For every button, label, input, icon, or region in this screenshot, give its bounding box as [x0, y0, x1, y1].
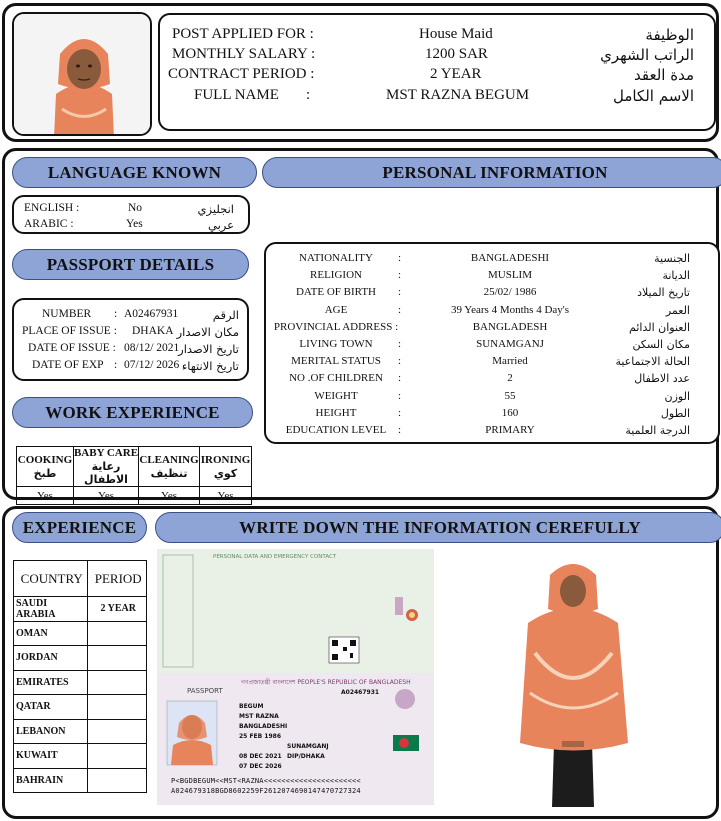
english-label: ENGLISH :: [24, 202, 80, 214]
personal-label: RELIGION: [310, 269, 362, 282]
scan-mrz-line-1: P<BGDBEGUM<<MST<RAZNA<<<<<<<<<<<<<<<<<<<<<<: [171, 777, 361, 785]
scan-given-name: MST RAZNA: [239, 713, 279, 720]
name-label: FULL NAME: [194, 87, 279, 103]
personal-colon: :: [398, 303, 402, 316]
personal-label: DATE OF BIRTH: [295, 286, 376, 299]
arabic-value: Yes: [126, 218, 143, 230]
personal-row: [266, 286, 718, 302]
experience-period: [88, 719, 147, 744]
personal-label: AGE: [324, 303, 348, 316]
salary-value: 1200 SAR: [425, 46, 488, 62]
skill-babycare-value: Yes: [73, 487, 138, 505]
contract-arabic: مدة العقد: [634, 66, 694, 84]
experience-country: QATAR: [14, 695, 88, 720]
personal-arabic: الطول: [660, 406, 690, 420]
personal-label: NO .OF CHILDREN: [289, 372, 383, 385]
pp-issue-value: 08/12/ 2021: [124, 342, 180, 354]
experience-country: BAHRAIN: [14, 768, 88, 793]
language-box: [12, 195, 250, 234]
pp-issue-arabic: تاريخ الاصدار: [178, 342, 239, 356]
personal-arabic: عدد الاطفال: [634, 372, 690, 386]
language-row-english: [24, 202, 238, 217]
personal-value: SUNAMGANJ: [476, 338, 544, 350]
experience-row: [14, 646, 147, 671]
pp-row-expiry: [14, 359, 247, 375]
language-row-arabic: [24, 218, 238, 233]
pp-row-place: [14, 325, 247, 341]
personal-value: 39 Years 4 Months 4 Day's: [450, 303, 570, 316]
experience-period: [88, 768, 147, 793]
language-known-banner: LANGUAGE KNOWN: [12, 157, 257, 188]
experience-banner: EXPERIENCE: [12, 512, 147, 543]
personal-value: 55: [504, 389, 516, 402]
contract-value: 2 YEAR: [430, 66, 482, 82]
personal-colon: :: [398, 269, 402, 282]
scan-passport-number: A02467931: [341, 689, 380, 696]
personal-label: WEIGHT: [314, 389, 358, 402]
experience-country: KUWAIT: [14, 744, 88, 769]
personal-label: HEIGHT: [315, 406, 357, 419]
scan-country-heading: গণপ্রজাতন্ত্রী বাংলাদেশ PEOPLE'S REPUBLIC OF BANGLADESH: [241, 679, 411, 686]
skill-ironing-value: Yes: [200, 487, 252, 505]
pp-place-value: DHAKA: [132, 325, 174, 337]
work-experience-banner: WORK EXPERIENCE: [12, 397, 253, 428]
personal-row: [266, 252, 718, 268]
skill-babycare-header: BABY CARE رعاية الاطفال: [73, 447, 139, 486]
pp-number-label: NUMBER: [42, 308, 92, 320]
name-value: MST RAZNA BEGUM: [386, 87, 530, 103]
personal-arabic: تاريخ الميلاد: [637, 286, 690, 300]
skill-cooking-header: COOKING طبخ: [17, 447, 74, 487]
experience-row: [14, 695, 147, 720]
skill-cleaning-header: CLEANING تنظيف: [139, 447, 200, 487]
personal-row: [266, 390, 718, 406]
skill-cleaning-value: Yes: [139, 487, 200, 505]
applicant-portrait: [14, 14, 152, 136]
experience-period: 2 YEAR: [88, 597, 147, 622]
salary-arabic: الراتب الشهري: [600, 46, 694, 64]
scan-top-heading: PERSONAL DATA AND EMERGENCY CONTACT: [213, 554, 337, 560]
header-row-salary: [160, 46, 714, 66]
personal-row: [266, 424, 718, 440]
arabic-label: ARABIC :: [24, 218, 74, 230]
personal-arabic: مكان السكن: [632, 338, 690, 351]
pp-exp-label: DATE OF EXP: [32, 359, 104, 371]
pp-row-number: [14, 308, 247, 324]
full-body-photo: [500, 553, 646, 807]
personal-row: [266, 321, 718, 337]
experience-period: [88, 621, 147, 646]
pp-number-value: A02467931: [124, 308, 179, 320]
personal-label: EDUCATION LEVEL: [285, 424, 387, 436]
personal-colon: :: [398, 424, 402, 436]
personal-information-box: [264, 242, 720, 444]
personal-value: Married: [492, 355, 528, 368]
applicant-photo-frame: [12, 12, 152, 136]
personal-arabic: الجنسية: [654, 252, 690, 265]
pp-exp-colon: :: [114, 359, 118, 371]
passport-details-box: [12, 298, 249, 381]
personal-row: [266, 355, 718, 371]
personal-value: PRIMARY: [485, 424, 535, 436]
experience-country: OMAN: [14, 621, 88, 646]
col-country-header: COUNTRY: [14, 561, 88, 597]
personal-arabic: الحالة الاجتماعية: [615, 355, 690, 369]
personal-label: MERITAL STATUS: [291, 355, 381, 368]
experience-row: [14, 597, 147, 622]
personal-value: BANGLADESH: [472, 320, 548, 333]
personal-value: 2: [507, 372, 513, 385]
experience-row: [14, 768, 147, 793]
experience-country: EMIRATES: [14, 670, 88, 695]
passport-scan-image: [157, 549, 434, 805]
pp-issue-label: DATE OF ISSUE :: [28, 342, 116, 354]
header-row-post: [160, 26, 714, 46]
post-label: POST APPLIED FOR :: [172, 26, 314, 42]
personal-colon: :: [398, 338, 402, 350]
scan-page-title: PASSPORT: [187, 687, 223, 695]
scan-surname: BEGUM: [239, 703, 264, 710]
name-arabic: الاسم الكامل: [612, 87, 694, 105]
pp-row-issue: [14, 342, 247, 358]
scan-issue: 08 DEC 2021: [239, 753, 282, 760]
scan-mrz-line-2: A024679318BGD8602259F2612074690147470727324: [171, 787, 361, 795]
personal-value: 160: [501, 406, 519, 419]
write-down-banner: WRITE DOWN THE INFORMATION CEREFULLY: [155, 512, 721, 543]
post-arabic: الوظيفة: [645, 26, 694, 44]
pp-exp-value: 07/12/ 2026: [124, 359, 180, 371]
personal-row: [266, 407, 718, 423]
personal-arabic: العنوان الدائم: [629, 320, 690, 334]
english-arabic: انجليزي: [197, 202, 234, 216]
skill-cooking-value: Yes: [17, 487, 74, 505]
personal-colon: :: [398, 355, 402, 368]
pp-number-colon: :: [114, 308, 118, 320]
header-info-box: [158, 13, 716, 131]
arabic-arabic: عربي: [208, 218, 234, 232]
personal-row: [266, 304, 718, 320]
salary-label: MONTHLY SALARY :: [172, 46, 316, 62]
experience-row: [14, 744, 147, 769]
scan-nationality: BANGLADESHI: [239, 723, 288, 730]
post-value: House Maid: [419, 26, 493, 42]
experience-period: [88, 744, 147, 769]
personal-label: NATIONALITY: [299, 252, 373, 264]
pp-number-arabic: الرقم: [212, 308, 239, 322]
personal-arabic: الوزن: [664, 389, 690, 403]
pp-exp-arabic: تاريخ الانتهاء: [181, 359, 239, 373]
personal-value: BANGLADESHI: [470, 252, 550, 264]
personal-row: [266, 372, 718, 388]
experience-row: [14, 719, 147, 744]
personal-row: [266, 269, 718, 285]
scan-expiry: 07 DEC 2026: [239, 763, 282, 770]
name-colon: :: [306, 87, 311, 103]
header-row-name: [160, 87, 714, 107]
experience-period: [88, 695, 147, 720]
col-period-header: PERIOD: [88, 561, 147, 597]
personal-label: LIVING TOWN: [299, 338, 373, 350]
scan-place: SUNAMGANJ: [287, 743, 329, 750]
personal-colon: :: [398, 286, 402, 299]
contract-label: CONTRACT PERIOD :: [168, 66, 315, 82]
experience-row: [14, 621, 147, 646]
personal-value: MUSLIM: [487, 269, 532, 282]
experience-period: [88, 670, 147, 695]
personal-arabic: الدرجة العلمية: [625, 424, 690, 437]
personal-colon: :: [398, 372, 402, 385]
personal-colon: :: [398, 389, 402, 402]
skill-ironing-header: IRONING كوي: [200, 447, 252, 487]
experience-country: LEBANON: [14, 719, 88, 744]
personal-colon: :: [398, 406, 402, 419]
english-value: No: [128, 202, 143, 214]
experience-country: JORDAN: [14, 646, 88, 671]
header-row-contract: [160, 66, 714, 86]
experience-country: SAUDI ARABIA: [14, 597, 88, 622]
pp-place-arabic: مكان الاصدار: [176, 325, 239, 339]
personal-label: PROVINCIAL ADDRESS :: [273, 320, 399, 333]
passport-details-banner: PASSPORT DETAILS: [12, 249, 249, 280]
personal-value: 25/02/ 1986: [483, 286, 537, 299]
personal-colon: :: [398, 252, 402, 264]
scan-authority: DIP/DHAKA: [287, 753, 325, 760]
personal-information-banner: PERSONAL INFORMATION: [262, 157, 721, 188]
work-skills-table: [16, 446, 252, 505]
personal-arabic: العمر: [665, 303, 690, 317]
personal-arabic: الديانة: [662, 269, 690, 283]
scan-dob: 25 FEB 1986: [239, 733, 281, 740]
experience-period: [88, 646, 147, 671]
personal-row: [266, 338, 718, 354]
experience-table: [13, 560, 147, 793]
pp-place-label: PLACE OF ISSUE :: [22, 325, 117, 337]
experience-row: [14, 670, 147, 695]
